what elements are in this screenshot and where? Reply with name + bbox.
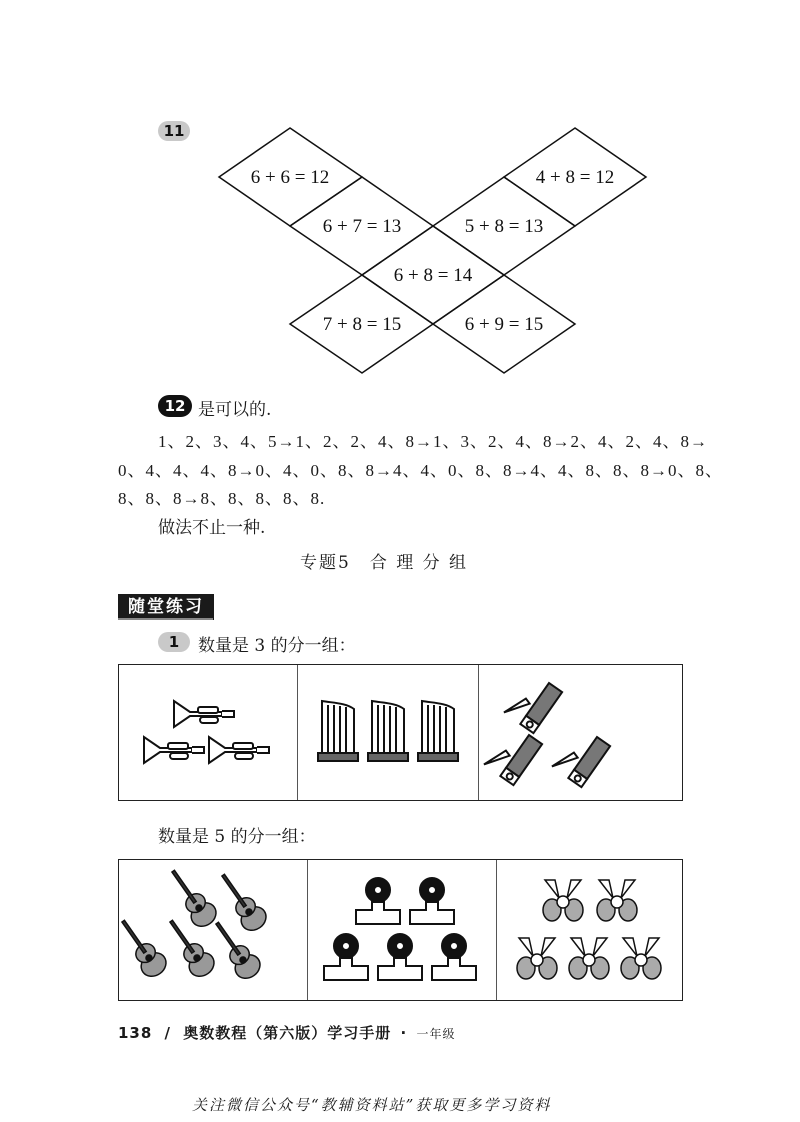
problem-12-badge: 12 (158, 395, 192, 417)
bottom-promo-note: 关注微信公众号“教辅资料站”获取更多学习资料 (192, 1096, 552, 1114)
clip-icon (308, 860, 496, 1000)
equation-4: 7 + 8 = 15 (322, 314, 402, 335)
page-footer (118, 1022, 455, 1043)
section-header (118, 592, 214, 617)
exercise-1-badge: 1 (158, 632, 190, 652)
problem-12-line-1: 1、2、3、4、5→1、2、2、4、8→1、3、2、4、8→2、4、2、4、8→ (158, 432, 708, 451)
stapler-icon (479, 665, 682, 800)
stapler-cell (479, 665, 682, 800)
clip-cell (308, 860, 497, 1000)
equation-3: 6 + 8 = 14 (393, 265, 473, 286)
page-number: 138 (118, 1024, 153, 1042)
harp-icon (298, 665, 478, 800)
topic-title: 专题5 合 理 分 组 (300, 553, 469, 573)
footer-separator: / (164, 1024, 172, 1042)
equation-2: 6 + 7 = 13 (322, 216, 402, 237)
section-tab-label: 随堂练习 (118, 594, 214, 620)
harp-cell (298, 665, 479, 800)
butterfly-cell (497, 860, 684, 1000)
butterfly-icon (497, 860, 684, 1000)
trumpet-cell (119, 665, 298, 800)
footer-dot: · (400, 1024, 408, 1042)
problem-12-line-3: 8、8、8→8、8、8、8、8. (118, 489, 326, 508)
problem-11-badge: 11 (158, 121, 190, 141)
grade-label: 一年级 (416, 1027, 456, 1041)
book-title: 奥数教程（第六版）学习手册 (183, 1024, 392, 1042)
problem-12-line-2: 0、4、4、4、8→0、4、0、8、8→4、4、0、8、8→4、4、8、8、8→0、8、 (118, 461, 723, 480)
problem-12-statement: 是可以的. (198, 400, 272, 420)
group-3-panel (118, 664, 683, 801)
problem-12-note: 做法不止一种. (158, 518, 266, 538)
group-3-label: 数量是 3 的分一组： (198, 636, 356, 656)
group-5-label: 数量是 5 的分一组： (158, 827, 316, 847)
equation-5: 6 + 9 = 15 (464, 314, 544, 335)
equation-1: 6 + 6 = 12 (250, 167, 330, 188)
guitar-icon (119, 860, 307, 1000)
equation-7: 4 + 8 = 12 (535, 167, 615, 188)
equation-diamond-grid (210, 122, 660, 380)
group-5-panel (118, 859, 683, 1001)
guitar-cell (119, 860, 308, 1000)
section-underline (118, 618, 213, 620)
trumpet-icon (119, 665, 297, 800)
equation-6: 5 + 8 = 13 (464, 216, 544, 237)
